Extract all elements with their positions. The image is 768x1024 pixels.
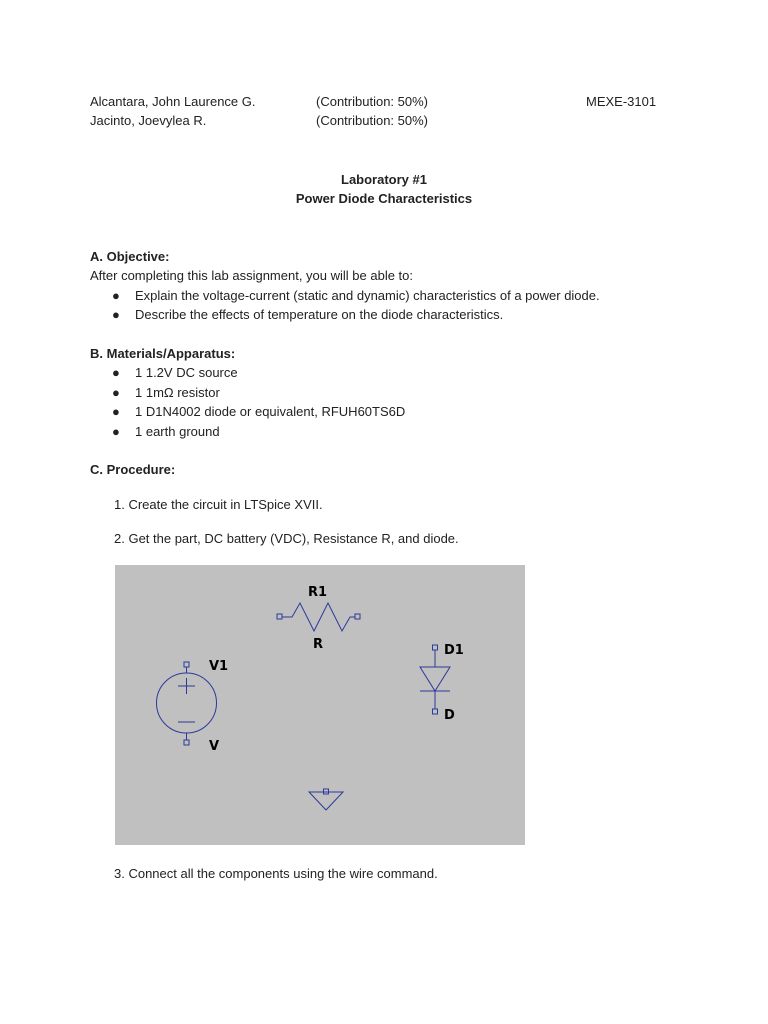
resistor-symbol xyxy=(277,603,360,631)
resistor-zigzag xyxy=(282,603,355,631)
voltage-source-symbol xyxy=(157,662,217,745)
schematic-drawing xyxy=(115,565,525,845)
diode-triangle xyxy=(420,667,450,691)
materials-heading: B. Materials/Apparatus: xyxy=(90,346,236,361)
material-item-text: 1 1.2V DC source xyxy=(135,365,238,380)
diode-pin-top xyxy=(433,645,438,650)
source-pin-bottom xyxy=(184,740,189,745)
procedure-heading: C. Procedure: xyxy=(90,462,176,477)
bullet-icon: ● xyxy=(112,288,120,303)
procedure-step-2: 2. Get the part, DC battery (VDC), Resistance R, and diode. xyxy=(114,531,459,546)
objective-intro: After completing this lab assignment, you will be able to: xyxy=(90,268,414,283)
source-value-label: V xyxy=(209,739,220,754)
diode-pin-bottom xyxy=(433,709,438,714)
material-item-text: 1 earth ground xyxy=(135,424,220,439)
bullet-icon: ● xyxy=(112,365,120,380)
author-1-name: Alcantara, John Laurence G. xyxy=(90,94,256,109)
bullet-icon: ● xyxy=(112,404,120,419)
diode-value-label: D xyxy=(444,708,455,723)
lab-subject-title: Power Diode Characteristics xyxy=(295,191,473,206)
resistor-ref-label: R1 xyxy=(308,585,328,600)
course-code: MEXE-3101 xyxy=(586,94,657,109)
lab-number-title: Laboratory #1 xyxy=(341,172,427,187)
bullet-icon: ● xyxy=(112,307,120,322)
procedure-step-1: 1. Create the circuit in LTSpice XVII. xyxy=(114,497,323,512)
resistor-pin-left xyxy=(277,614,282,619)
objective-item-text: Explain the voltage-current (static and dynamic) characteristics of a power diode. xyxy=(135,288,600,303)
ground-symbol xyxy=(309,789,343,810)
resistor-value-label: R xyxy=(313,637,324,652)
author-1-contribution: (Contribution: 50%) xyxy=(316,94,428,109)
source-pin-top xyxy=(184,662,189,667)
ground-triangle xyxy=(309,792,343,810)
procedure-step-3: 3. Connect all the components using the wire command. xyxy=(114,866,438,881)
resistor-pin-right xyxy=(355,614,360,619)
bullet-icon: ● xyxy=(112,424,120,439)
source-ref-label: V1 xyxy=(209,659,229,674)
objective-item-text: Describe the effects of temperature on the diode characteristics. xyxy=(135,307,504,322)
author-2-contribution: (Contribution: 50%) xyxy=(316,113,428,128)
objective-heading: A. Objective: xyxy=(90,249,170,264)
bullet-icon: ● xyxy=(112,385,120,400)
diode-ref-label: D1 xyxy=(444,643,464,658)
material-item-text: 1 1mΩ resistor xyxy=(135,385,220,400)
circuit-schematic xyxy=(115,565,525,845)
author-2-name: Jacinto, Joevylea R. xyxy=(90,113,207,128)
material-item-text: 1 D1N4002 diode or equivalent, RFUH60TS6D xyxy=(135,404,406,419)
